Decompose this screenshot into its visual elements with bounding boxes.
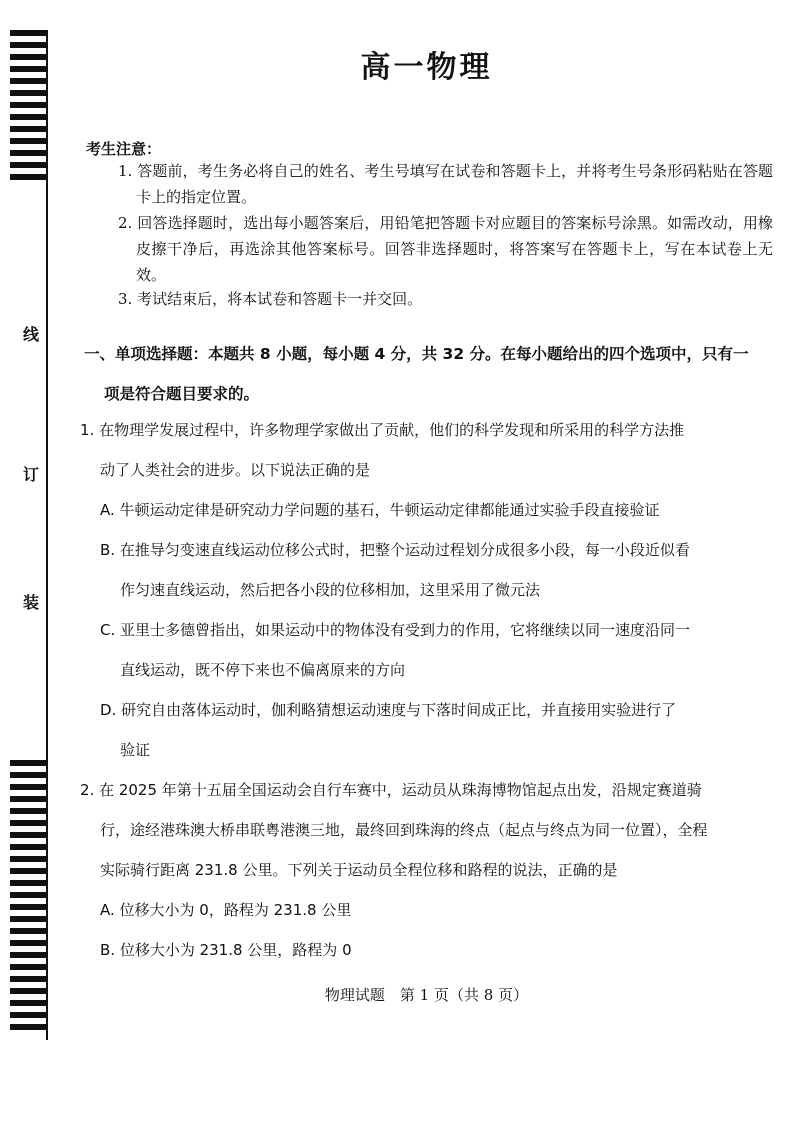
binding-bar	[10, 832, 48, 838]
question-2-stem-line2: 行，途经港珠澳大桥串联粤港澳三地，最终回到珠海的终点（起点与终点为同一位置），全程	[100, 821, 708, 839]
binding-bar	[10, 880, 48, 886]
binding-bar	[10, 1024, 48, 1030]
notice-item-2: 2. 回答选择题时，选出每小题答案后，用铅笔把答题卡对应题目的答案标号涂黑。如需改动，用橡皮擦干净后，再选涂其他答案标号。回答非选择题时，将答案写在答题卡上，写在本试卷上无效。	[118, 214, 773, 284]
binding-bar	[10, 126, 48, 132]
binding-bar	[10, 102, 48, 108]
question-2-stem	[80, 770, 770, 890]
binding-bar	[10, 952, 48, 958]
option-line: 直线运动，既不停下来也不偏离原来的方向	[120, 661, 406, 679]
question-1-stem-line1: 1. 在物理学发展过程中，许多物理学家做出了贡献，他们的科学发现和所采用的科学方法推	[80, 421, 685, 439]
option-line: A. 牛顿运动定律是研究动力学问题的基石，牛顿运动定律都能通过实验手段直接验证	[100, 501, 660, 519]
binding-bar	[10, 916, 48, 922]
binding-bar	[10, 856, 48, 862]
binding-label-bind: 装	[22, 593, 39, 612]
binding-bar	[10, 868, 48, 874]
binding-bar	[10, 844, 48, 850]
question-1-option-d	[100, 690, 772, 770]
binding-bar	[10, 162, 48, 168]
binding-line	[46, 30, 48, 1040]
page-footer: 物理试题 第 1 页（共 8 页）	[324, 986, 529, 1004]
binding-bar	[10, 808, 48, 814]
binding-bar	[10, 904, 48, 910]
binding-bar	[10, 796, 48, 802]
question-2-stem-line1: 2. 在 2025 年第十五届全国运动会自行车赛中，运动员从珠海博物馆起点出发，沿规定赛道骑	[80, 781, 702, 799]
section-heading-line1: 一、单项选择题：本题共 8 小题，每小题 4 分，共 32 分。在每小题给出的四个选项中，只有一	[84, 345, 749, 363]
binding-bar	[10, 784, 48, 790]
option-line: B. 在推导匀变速直线运动位移公式时，把整个运动过程划分成很多小段，每一小段近似看	[100, 541, 690, 559]
question-2-stem-line3: 实际骑行距离 231.8 公里。下列关于运动员全程位移和路程的说法，正确的是	[100, 861, 618, 879]
option-line: 验证	[120, 741, 151, 759]
binding-bar	[10, 30, 48, 36]
question-2-option-b	[100, 930, 772, 970]
binding-bar	[10, 820, 48, 826]
option-line: A. 位移大小为 0，路程为 231.8 公里	[100, 901, 352, 919]
binding-label-line: 线	[22, 325, 39, 344]
binding-label-staple: 订	[22, 465, 39, 484]
question-2-option-a	[100, 890, 772, 930]
binding-bar	[10, 976, 48, 982]
option-line: D. 研究自由落体运动时，伽利略猜想运动速度与下落时间成正比，并直接用实验进行了	[100, 701, 677, 719]
question-1-option-b	[100, 530, 772, 610]
option-line: 作匀速直线运动，然后把各小段的位移相加，这里采用了微元法	[120, 581, 541, 599]
binding-margin	[0, 0, 60, 1123]
binding-bar	[10, 1012, 48, 1018]
option-line: C. 亚里士多德曾指出，如果运动中的物体没有受到力的作用，它将继续以同一速度沿同一	[100, 621, 691, 639]
notice-heading: 考生注意：	[86, 140, 162, 158]
option-line: B. 位移大小为 231.8 公里，路程为 0	[100, 941, 352, 959]
binding-bar	[10, 892, 48, 898]
question-1-stem	[80, 410, 770, 490]
page-title: 高一物理	[360, 50, 493, 85]
notice-item-3: 3. 考试结束后，将本试卷和答题卡一并交回。	[118, 290, 423, 308]
binding-bar	[10, 760, 48, 766]
section-heading-line2: 项是符合题目要求的。	[104, 385, 260, 403]
binding-bar	[10, 928, 48, 934]
binding-bar	[10, 174, 48, 180]
question-1-option-c	[100, 610, 772, 690]
binding-bar	[10, 940, 48, 946]
question-1-option-a	[100, 490, 772, 530]
question-1-stem-line2: 动了人类社会的进步。以下说法正确的是	[100, 461, 371, 479]
binding-bar	[10, 150, 48, 156]
binding-bar	[10, 964, 48, 970]
binding-bar	[10, 114, 48, 120]
notice-item-1: 1. 答题前，考生务必将自己的姓名、考生号填写在试卷和答题卡上，并将考生号条形码粘贴在答题卡上的指定位置。	[118, 162, 773, 206]
binding-bar	[10, 772, 48, 778]
section-heading	[84, 334, 776, 414]
binding-bar	[10, 90, 48, 96]
binding-bar	[10, 138, 48, 144]
